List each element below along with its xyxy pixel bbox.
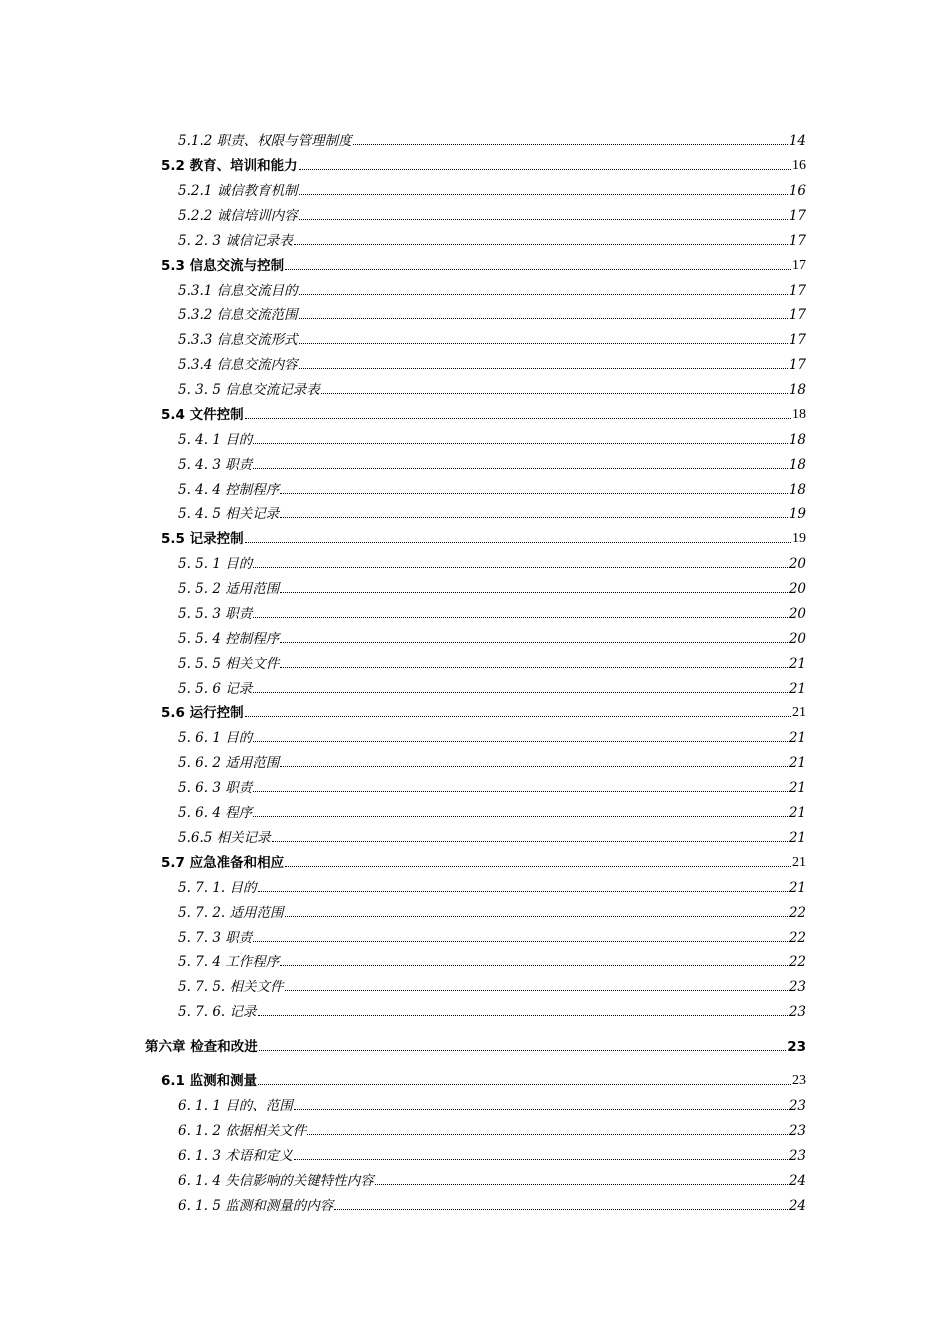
toc-entry-page: 23 [788,1148,806,1164]
dot-leader [280,964,788,966]
toc-entry[interactable] [178,499,806,523]
toc-entry-title: 5.3.4 信息交流内容 [178,357,298,373]
toc-entry-page: 21 [788,656,806,672]
dot-leader [253,442,788,444]
toc-entry[interactable] [178,450,806,474]
toc-entry-title: 5.4 文件控制 [161,407,244,423]
toc-entry-title: 6. 1. 3 术语和定义 [178,1148,293,1164]
toc-entry-title: 5.2 教育、培训和能力 [161,158,298,174]
toc-entry[interactable] [178,748,806,772]
dot-leader [253,790,788,792]
toc-entry[interactable] [178,873,806,897]
toc-entry-title: 6. 1. 5 监测和测量的内容 [178,1198,334,1214]
dot-leader [294,1158,788,1160]
dot-leader [294,1108,788,1110]
toc-entry-page: 21 [788,880,806,896]
toc-entry-page: 21 [788,830,806,846]
toc-entry-page: 17 [792,258,806,273]
toc-entry-page: 16 [788,183,806,199]
toc-entry-title: 5. 7. 2. 适用范围 [178,905,284,921]
toc-entry-page: 18 [788,432,806,448]
toc-entry-page: 21 [788,755,806,771]
toc-entry[interactable] [161,698,806,722]
toc-entry-title: 5. 6. 1 目的 [178,730,253,746]
dot-leader [253,616,788,618]
toc-entry[interactable] [178,624,806,648]
toc-entry[interactable] [178,1091,806,1115]
toc-entry[interactable] [178,997,806,1021]
toc-entry[interactable] [178,898,806,922]
toc-entry[interactable] [161,400,806,424]
toc-entry-page: 14 [788,133,806,149]
toc-entry-title: 5. 5. 6 记录 [178,681,253,697]
toc-entry-title: 5. 4. 3 职责 [178,457,253,473]
toc-entry-page: 24 [788,1173,806,1189]
toc-entry-page: 21 [788,681,806,697]
dot-leader [253,940,788,942]
toc-entry[interactable] [178,773,806,797]
dot-leader [253,467,788,469]
toc-entry-page: 22 [788,930,806,946]
toc-entry-title: 第六章 检查和改进 [145,1039,258,1055]
toc-entry[interactable] [178,823,806,847]
toc-entry-title: 5. 5. 5 相关文件 [178,656,280,672]
toc-entry[interactable] [178,226,806,250]
toc-entry-title: 5.6.5 相关记录 [178,830,271,846]
toc-entry-title: 5. 7. 6. 记录 [178,1004,257,1020]
dot-leader [299,317,788,319]
toc-entry-page: 16 [792,158,806,173]
toc-entry[interactable] [178,674,806,698]
dot-leader [272,840,788,842]
dot-leader [280,765,788,767]
toc-entry-page: 21 [792,705,806,720]
toc-entry[interactable] [178,325,806,349]
dot-leader [280,516,788,518]
dot-leader [280,492,788,494]
toc-entry-page: 21 [792,855,806,870]
toc-entry-title: 5. 6. 3 职责 [178,780,253,796]
toc-entry[interactable] [178,475,806,499]
toc-entry-page: 17 [788,332,806,348]
dot-leader [253,740,788,742]
toc-entry-title: 5. 5. 2 适用范围 [178,581,280,597]
dot-leader [285,865,791,867]
toc-entry-page: 19 [788,506,806,522]
dot-leader [307,1133,788,1135]
toc-entry-page: 17 [788,208,806,224]
toc-entry[interactable] [178,276,806,300]
toc-entry-title: 5. 5. 4 控制程序 [178,631,280,647]
toc-entry-title: 5.3 信息交流与控制 [161,258,285,274]
dot-leader [280,591,788,593]
toc-entry-title: 6.1 监测和测量 [161,1073,258,1089]
toc-entry-page: 19 [792,531,806,546]
toc-entry-page: 21 [788,730,806,746]
toc-entry[interactable] [178,201,806,225]
toc-entry-title: 5. 4. 1 目的 [178,432,253,448]
toc-entry-page: 17 [788,307,806,323]
toc-entry-page: 23 [788,1004,806,1020]
dot-leader [299,168,791,170]
toc-entry[interactable] [178,723,806,747]
dot-leader [294,243,788,245]
toc-entry-title: 5. 7. 5. 相关文件 [178,979,284,995]
toc-entry[interactable] [161,848,806,872]
toc-entry-page: 23 [792,1073,806,1088]
dot-leader [334,1208,788,1210]
toc-entry-title: 5.2.1 诚信教育机制 [178,183,298,199]
dot-leader [375,1183,788,1185]
toc-entry[interactable] [178,1191,806,1215]
toc-entry-page: 17 [788,283,806,299]
toc-entry-title: 5. 4. 4 控制程序 [178,482,280,498]
toc-entry-page: 18 [788,457,806,473]
dot-leader [245,541,791,543]
toc-entry-page: 21 [788,805,806,821]
toc-entry-title: 5. 6. 4 程序 [178,805,253,821]
toc-entry-title: 5. 7. 3 职责 [178,930,253,946]
toc-entry-title: 5. 7. 1. 目的 [178,880,257,896]
toc-entry-title: 5. 2. 3 诚信记录表 [178,233,293,249]
toc-entry-title: 5.7 应急准备和相应 [161,855,285,871]
dot-leader [285,268,791,270]
toc-entry-title: 5. 7. 4 工作程序 [178,954,280,970]
toc-entry-title: 5. 5. 3 职责 [178,606,253,622]
toc-entry-page: 21 [788,780,806,796]
dot-leader [299,293,788,295]
toc-entry-title: 5.1.2 职责、权限与管理制度 [178,133,352,149]
dot-leader [280,666,788,668]
dot-leader [258,1014,788,1016]
toc-entry[interactable] [178,599,806,623]
dot-leader [253,691,788,693]
toc-entry-title: 5. 4. 5 相关记录 [178,506,280,522]
toc-entry-page: 23 [788,979,806,995]
toc-entry-title: 6. 1. 2 依据相关文件 [178,1123,307,1139]
toc-entry-page: 23 [788,1098,806,1114]
toc-entry[interactable] [145,1032,806,1056]
toc-entry[interactable] [178,350,806,374]
dot-leader [253,815,788,817]
dot-leader [299,218,788,220]
toc-entry[interactable] [178,1116,806,1140]
toc-entry-title: 6. 1. 1 目的、范围 [178,1098,293,1114]
toc-entry[interactable] [178,126,806,150]
toc-entry-title: 5.3.3 信息交流形式 [178,332,298,348]
toc-entry-page: 18 [788,482,806,498]
dot-leader [253,566,788,568]
dot-leader [321,392,788,394]
toc-entry-page: 24 [788,1198,806,1214]
dot-leader [353,143,788,145]
toc-entry[interactable] [161,151,806,175]
toc-entry[interactable] [161,524,806,548]
toc-entry[interactable] [161,1066,806,1090]
toc-entry-title: 5.3.2 信息交流范围 [178,307,298,323]
toc-entry[interactable] [161,251,806,275]
dot-leader [285,989,788,991]
dot-leader [258,890,788,892]
dot-leader [245,715,791,717]
toc-entry-page: 22 [788,954,806,970]
toc-entry-title: 5.2.2 诚信培训内容 [178,208,298,224]
toc-entry-page: 17 [788,233,806,249]
toc-entry-page: 18 [792,407,806,422]
dot-leader [258,1083,791,1085]
dot-leader [299,367,788,369]
toc-entry[interactable] [178,375,806,399]
toc-entry-page: 23 [787,1039,806,1055]
toc-entry-page: 20 [788,581,806,597]
toc-entry[interactable] [178,972,806,996]
dot-leader [299,193,788,195]
dot-leader [259,1049,787,1051]
toc-entry-page: 20 [788,556,806,572]
toc-entry-title: 5. 5. 1 目的 [178,556,253,572]
toc-entry[interactable] [178,574,806,598]
toc-entry[interactable] [178,176,806,200]
toc-entry[interactable] [178,425,806,449]
toc-entry[interactable] [178,649,806,673]
toc-entry[interactable] [178,798,806,822]
toc-entry-page: 17 [788,357,806,373]
toc-entry-page: 20 [788,631,806,647]
toc-entry-title: 5. 3. 5 信息交流记录表 [178,382,320,398]
dot-leader [245,417,791,419]
toc-entry[interactable] [178,923,806,947]
toc-entry[interactable] [178,947,806,971]
toc-entry-title: 5. 6. 2 适用范围 [178,755,280,771]
toc-entry-title: 6. 1. 4 失信影响的关键特性内容 [178,1173,374,1189]
toc-entry-page: 20 [788,606,806,622]
toc-entry-page: 23 [788,1123,806,1139]
toc-entry-page: 18 [788,382,806,398]
toc-entry[interactable] [178,1141,806,1165]
toc-entry-title: 5.3.1 信息交流目的 [178,283,298,299]
toc-entry[interactable] [178,549,806,573]
toc-entry-title: 5.6 运行控制 [161,705,244,721]
dot-leader [280,641,788,643]
toc-entry-title: 5.5 记录控制 [161,531,244,547]
toc-entry-page: 22 [788,905,806,921]
dot-leader [285,915,788,917]
toc-entry[interactable] [178,300,806,324]
dot-leader [299,342,788,344]
toc-entry[interactable] [178,1166,806,1190]
